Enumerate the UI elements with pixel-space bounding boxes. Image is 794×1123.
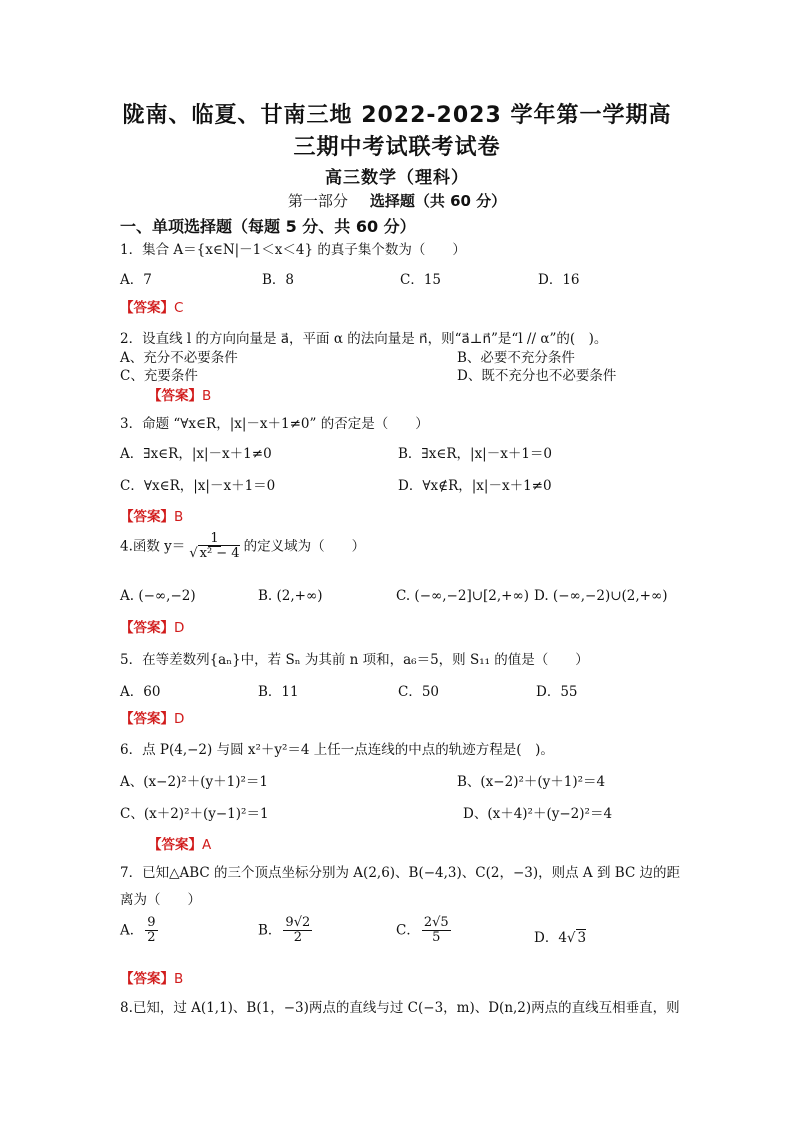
question-6-option-d: D、(x＋4)²＋(y−2)²＝4 — [463, 806, 613, 822]
option-fraction — [145, 916, 157, 946]
part-name: 选择题（共 60 分） — [369, 192, 507, 210]
part-heading — [0, 190, 794, 211]
subject-title: 高三数学（理科） — [325, 168, 469, 188]
exam-title-line2: 三期中考试联考试卷 — [293, 135, 501, 160]
answer-value: A — [202, 837, 212, 853]
answer-value: B — [174, 509, 184, 525]
question-4-option-d: D. (−∞,−2)∪(2,+∞) — [534, 588, 668, 604]
question-8-stem: 8.已知，过 A(1,1)、B(1，−3)两点的直线与过 C(−3，m)、D(n,2)两点的直线互相垂直，则 — [120, 1000, 680, 1016]
option-radicand: 3 — [577, 930, 587, 946]
fraction-denominator: √ x² − 4 — [189, 546, 240, 562]
question-2-option-c: C、充要条件 — [120, 368, 198, 384]
fraction-numerator: 9 — [147, 915, 156, 930]
answer-value: D — [174, 711, 185, 727]
option-letter: B． — [258, 922, 282, 939]
question-4-answer — [120, 616, 184, 636]
question-6-stem: 6．点 P(4,−2) 与圆 x²＋y²＝4 上任一点连线的中点的轨迹方程是( )。 — [120, 742, 554, 758]
question-3-option-c: C．∀x∈R，|x|－x＋1＝0 — [120, 478, 276, 494]
question-6-option-a: A、(x−2)²＋(y＋1)²＝1 — [120, 774, 268, 790]
question-2-option-d: D、既不充分也不必要条件 — [457, 368, 617, 384]
question-5-option-b: B．11 — [258, 684, 299, 700]
question-7-option-b — [258, 916, 314, 946]
question-7-option-c — [396, 916, 453, 946]
question-6-option-b: B、(x−2)²＋(y＋1)²＝4 — [457, 774, 606, 790]
option-fraction — [422, 916, 451, 946]
question-7-stem-line1: 7．已知△ABC 的三个顶点坐标分别为 A(2,6)、B(−4,3)、C(2，−3)，则点 A 到 BC 边的距 — [120, 865, 681, 881]
answer-tag: 【答案】 — [148, 388, 202, 404]
fraction-numerator: 1 — [210, 531, 219, 546]
option-letter: C． — [396, 922, 420, 939]
answer-tag: 【答案】 — [148, 837, 202, 853]
question-5-option-d: D．55 — [536, 684, 578, 700]
question-5-option-c: C．50 — [398, 684, 440, 700]
question-7-stem-line2: 离为（ ） — [120, 892, 201, 908]
question-7-option-a — [120, 916, 160, 946]
question-1-answer — [120, 296, 183, 316]
question-6-option-c: C、(x＋2)²＋(y−1)²＝1 — [120, 806, 269, 822]
question-2-stem: 2．设直线 l 的方向向量是 a⃗，平面 α 的法向量是 n⃗，则“a⃗⊥n⃗”是“l // α”的( )。 — [120, 331, 608, 347]
section-heading: 一、单项选择题（每题 5 分、共 60 分） — [120, 217, 416, 236]
question-1-stem: 1．集合 A＝{x∈N|－1＜x＜4} 的真子集个数为（ ） — [120, 242, 466, 258]
question-1-option-d: D．16 — [538, 272, 580, 288]
fraction-denominator: 2 — [147, 930, 156, 946]
answer-tag: 【答案】 — [120, 971, 174, 987]
question-7-option-d: D．4√ 3 — [534, 930, 587, 946]
question-3-option-a: A．∃x∈R，|x|－x＋1≠0 — [120, 446, 272, 462]
option-letter: D．4 — [534, 930, 567, 946]
question-2-option-b: B、必要不充分条件 — [457, 350, 575, 366]
question-1-option-b: B．8 — [262, 272, 295, 288]
question-4-stem — [120, 532, 365, 562]
question-3-option-b: B．∃x∈R，|x|－x＋1＝0 — [398, 446, 553, 462]
question-4-option-c: C. (−∞,−2]∪[2,+∞) — [396, 588, 529, 604]
question-5-stem: 5．在等差数列{aₙ}中，若 Sₙ 为其前 n 项和，a₆＝5，则 S₁₁ 的值是（ ） — [120, 652, 589, 668]
part-label: 第一部分 — [287, 192, 348, 210]
question-4-stem-prefix: 4.函数 y＝ — [120, 538, 186, 555]
question-5-option-a: A．60 — [120, 684, 161, 700]
fraction-numerator: 2√5 — [423, 915, 449, 930]
answer-tag: 【答案】 — [120, 620, 174, 636]
question-4-option-a: A. (−∞,−2) — [120, 588, 196, 604]
question-2-answer — [148, 384, 211, 404]
question-6-answer — [148, 833, 211, 853]
answer-tag: 【答案】 — [120, 509, 174, 525]
question-1-option-a: A．7 — [120, 272, 152, 288]
fraction-numerator: 9√2 — [285, 915, 311, 930]
fraction-denominator: 5 — [432, 930, 441, 946]
answer-tag: 【答案】 — [120, 711, 174, 727]
question-3-stem: 3．命题 “∀x∈R，|x|－x＋1≠0” 的否定是（ ） — [120, 416, 429, 432]
question-4-option-b: B. (2,+∞) — [258, 588, 323, 604]
question-5-answer — [120, 707, 184, 727]
option-fraction — [283, 916, 312, 946]
question-1-option-c: C．15 — [400, 272, 442, 288]
question-2-option-a: A、充分不必要条件 — [120, 350, 238, 366]
exam-title-line1: 陇南、临夏、甘南三地 2022-2023 学年第一学期高 — [122, 103, 672, 128]
fraction-denominator: 2 — [293, 930, 302, 946]
answer-tag: 【答案】 — [120, 300, 174, 316]
question-4-fraction — [187, 532, 241, 562]
answer-value: B — [202, 388, 212, 404]
fraction-radicand: x² − 4 — [199, 546, 240, 562]
question-7-answer — [120, 967, 183, 987]
question-4-stem-suffix: 的定义域为（ ） — [243, 538, 366, 555]
question-3-answer — [120, 505, 183, 525]
answer-value: B — [174, 971, 184, 987]
answer-value: C — [174, 300, 184, 316]
question-3-option-d: D．∀x∉R，|x|－x＋1≠0 — [398, 478, 552, 494]
answer-value: D — [174, 620, 185, 636]
option-letter: A． — [120, 922, 144, 939]
